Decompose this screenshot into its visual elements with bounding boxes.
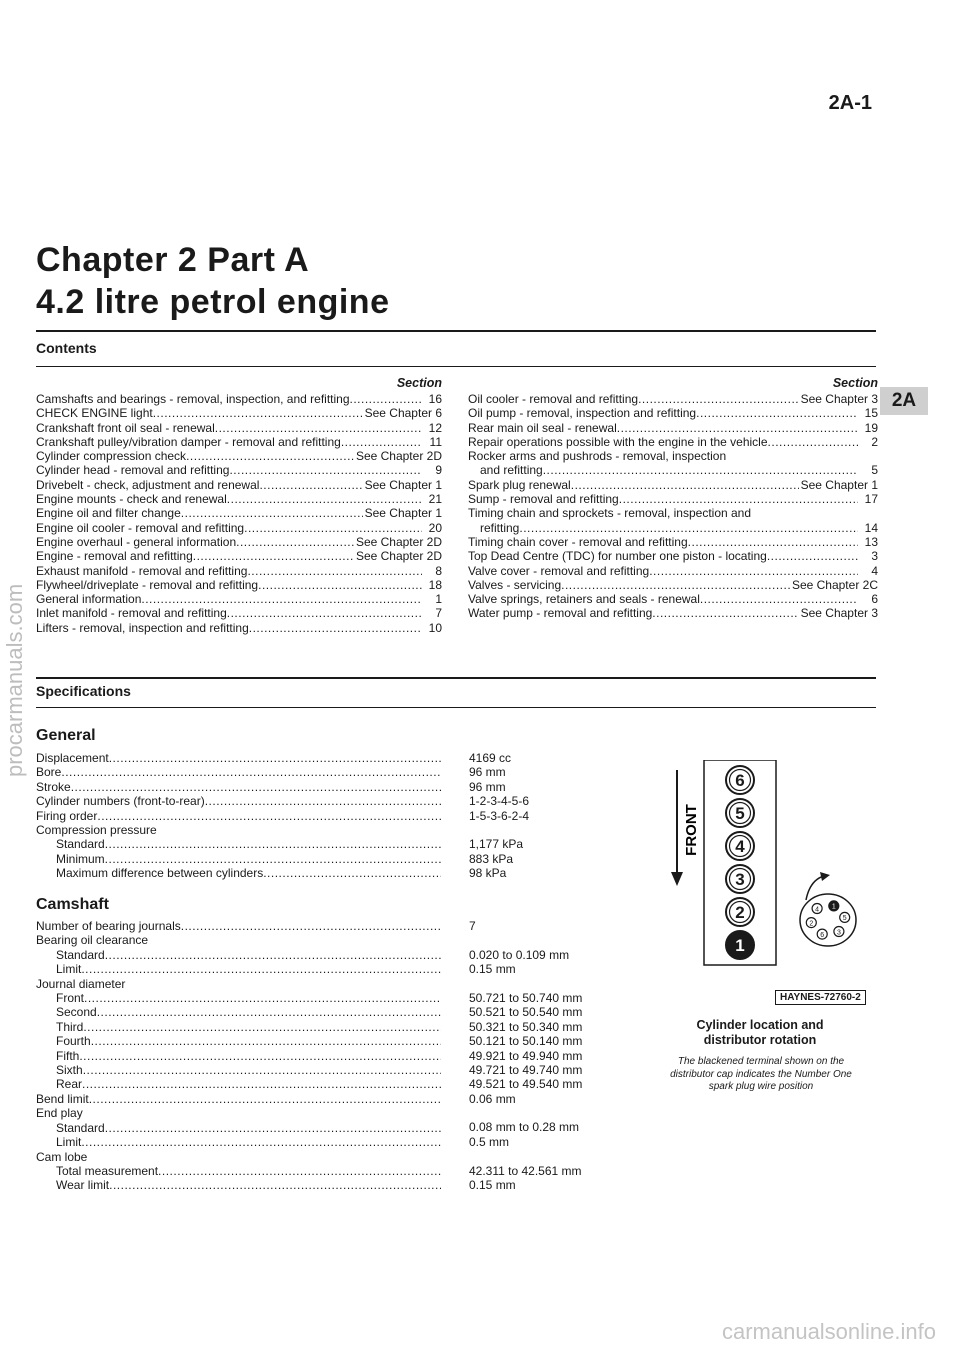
leader-dots	[350, 392, 423, 406]
leader-dots	[181, 506, 363, 520]
cylinder-group	[726, 766, 754, 959]
entry-section-ref: 18	[428, 577, 442, 592]
spec-value	[469, 1149, 582, 1163]
spec-row	[36, 933, 441, 947]
leader-dots	[82, 1077, 441, 1091]
caption-line: distributor rotation	[703, 1033, 817, 1047]
spec-value: 4169 cc	[469, 751, 512, 765]
spec-row	[36, 948, 441, 962]
leader-dots	[768, 435, 858, 449]
spec-value: 49.921 to 49.940 mm	[469, 1048, 583, 1063]
contents-entry	[36, 392, 442, 406]
cylinder-number: 3	[735, 870, 745, 889]
entry-label: Valve springs, retainers and seals - renewal	[468, 592, 700, 607]
spec-value: 883 kPa	[469, 851, 514, 866]
contents-entry	[36, 592, 442, 606]
leader-dots	[71, 780, 441, 794]
spec-value	[469, 977, 582, 991]
spec-label: Rear	[56, 1077, 83, 1092]
entry-label: Valves - servicing	[468, 577, 562, 592]
spec-value	[469, 1106, 582, 1120]
leader-dots	[652, 606, 798, 620]
contents-entry	[468, 564, 878, 578]
contents-entry	[36, 406, 442, 420]
figure-caption-description	[646, 1056, 876, 1094]
spec-row	[36, 919, 441, 933]
spec-label: Minimum	[56, 851, 105, 866]
spec-label: Sixth	[56, 1063, 83, 1078]
contents-entry	[468, 478, 878, 492]
spec-row	[36, 1164, 441, 1178]
leader-dots	[105, 948, 441, 962]
entry-section-ref: 19	[864, 420, 878, 435]
spec-label: Bearing oil clearance	[36, 933, 149, 948]
spec-row	[36, 780, 441, 794]
side-watermark: procarmanuals.com	[2, 583, 27, 777]
entry-label: Repair operations possible with the engine in the vehicle	[468, 434, 768, 449]
contents-rule	[36, 366, 876, 367]
spec-label: Front	[56, 991, 85, 1006]
leader-dots	[141, 592, 422, 606]
leader-dots	[561, 578, 790, 592]
section-column-header: Section	[396, 376, 442, 390]
spec-value: 0.08 mm to 0.28 mm	[469, 1120, 580, 1135]
entry-label: Spark plug renewal	[468, 477, 571, 492]
leader-dots	[617, 421, 858, 435]
contents-entry	[468, 392, 878, 406]
contents-entry	[468, 449, 878, 463]
caption-line: spark plug wire position	[708, 1081, 814, 1092]
leader-dots	[97, 1005, 441, 1019]
entry-section-ref: 8	[435, 563, 442, 578]
entry-section-ref: See Chapter 2D	[355, 449, 442, 464]
leader-dots	[341, 435, 422, 449]
distributor-terminal-number: 6	[820, 931, 825, 939]
spec-value: 0.5 mm	[469, 1134, 510, 1149]
leader-dots	[105, 852, 441, 866]
entry-section-ref: See Chapter 1	[364, 506, 442, 521]
spec-label: Journal diameter	[36, 976, 126, 991]
spec-label: Cylinder numbers (front-to-rear)	[36, 794, 205, 809]
spec-row	[36, 1077, 441, 1091]
contents-entry	[468, 606, 878, 620]
contents-entry	[36, 535, 442, 549]
leader-dots	[227, 606, 422, 620]
distributor-terminal-number: 2	[809, 920, 814, 928]
leader-dots	[105, 1121, 441, 1135]
spec-value: 7	[469, 919, 476, 933]
leader-dots	[83, 1063, 441, 1077]
leader-dots	[181, 919, 441, 933]
spec-value: 49.721 to 49.740 mm	[469, 1062, 583, 1077]
leader-dots	[79, 1049, 441, 1063]
entry-label: Rocker arms and pushrods - removal, inspection	[468, 449, 727, 464]
leader-dots	[186, 449, 354, 463]
specs-top-rule	[36, 677, 876, 679]
spec-label: Firing order	[36, 808, 98, 823]
spec-row	[36, 837, 441, 851]
camshaft-heading: Camshaft	[36, 896, 109, 913]
leader-dots	[109, 1178, 441, 1192]
section-column-header: Section	[832, 376, 878, 390]
entry-label: Oil cooler - removal and refitting	[468, 392, 639, 406]
general-heading: General	[36, 727, 96, 744]
entry-section-ref: 15	[864, 406, 878, 421]
spec-row	[36, 962, 441, 976]
entry-section-ref: 11	[429, 434, 442, 449]
entry-section-ref: 1	[435, 592, 442, 607]
leader-dots	[649, 564, 858, 578]
spec-row	[36, 1020, 441, 1034]
leader-dots	[81, 962, 441, 976]
distributor-terminal-number: 1	[831, 903, 836, 911]
leader-dots	[227, 492, 422, 506]
entry-label: Cylinder head - removal and refitting	[36, 463, 230, 478]
leader-dots	[638, 392, 799, 406]
leader-dots	[519, 521, 858, 535]
entry-label: Sump - removal and refitting	[468, 492, 619, 507]
leader-dots	[236, 535, 354, 549]
rotation-arrow-icon	[820, 872, 830, 881]
cylinder-location-diagram	[660, 760, 880, 1010]
contents-entry	[36, 521, 442, 535]
footer-watermark: carmanualsonline.info	[721, 1319, 936, 1344]
entry-section-ref: 17	[864, 492, 878, 507]
entry-label: Oil pump - removal, inspection and refitting	[468, 406, 697, 421]
entry-section-ref: 2	[871, 434, 878, 449]
contents-entry	[36, 549, 442, 563]
leader-dots	[109, 751, 441, 765]
entry-label: Timing chain cover - removal and refitting	[468, 534, 688, 549]
entry-section-ref: 16	[428, 392, 442, 406]
contents-entry	[468, 592, 878, 606]
entry-label: Top Dead Centre (TDC) for number one piston - locating	[468, 549, 767, 564]
leader-dots	[158, 1164, 441, 1178]
entry-section-ref: See Chapter 1	[364, 477, 442, 492]
entry-label: Water pump - removal and refitting	[468, 606, 653, 621]
entry-label: Engine overhaul - general information	[36, 534, 237, 549]
spec-row	[36, 1178, 441, 1192]
leader-dots	[153, 406, 363, 420]
entry-label: General information	[36, 592, 142, 607]
entry-label: Rear main oil seal - renewal	[468, 420, 617, 435]
spec-label: Bore	[36, 765, 62, 780]
spec-row	[36, 1150, 441, 1164]
entry-label: Engine oil cooler - removal and refitting	[36, 520, 245, 535]
contents-entry	[468, 549, 878, 563]
spec-label: End play	[36, 1106, 83, 1121]
spec-value: 50.321 to 50.340 mm	[469, 1019, 583, 1034]
spec-value: 0.15 mm	[469, 962, 516, 977]
leader-dots	[229, 463, 422, 477]
cylinder-number: 1	[735, 936, 745, 955]
leader-dots	[249, 621, 422, 635]
camshaft-spec-values	[469, 919, 582, 1192]
entry-label: Engine oil and filter change	[36, 506, 181, 521]
leader-dots	[105, 837, 441, 851]
chapter-tab: 2A	[880, 387, 928, 415]
entry-label: refitting	[480, 520, 520, 535]
entry-label: Crankshaft pulley/vibration damper - removal and refitting	[36, 434, 341, 449]
leader-dots	[81, 1135, 441, 1149]
page-number: 2A-1	[828, 92, 872, 114]
spec-value: 0.06 mm	[469, 1091, 516, 1106]
entry-section-ref: 21	[428, 492, 442, 507]
entry-label: Drivebelt - check, adjustment and renewal	[36, 477, 260, 492]
entry-label: Camshafts and bearings - removal, inspection, and refitting	[36, 392, 350, 406]
spec-row	[36, 1005, 441, 1019]
spec-value: 50.521 to 50.540 mm	[469, 1005, 583, 1020]
spec-value: 0.15 mm	[469, 1178, 516, 1193]
leader-dots	[193, 549, 354, 563]
spec-value	[469, 823, 529, 837]
leader-dots	[84, 991, 441, 1005]
entry-section-ref: See Chapter 3	[800, 392, 878, 406]
cylinder-number: 2	[735, 903, 745, 922]
spec-value: 96 mm	[469, 779, 506, 794]
camshaft-spec-labels	[36, 919, 441, 1193]
general-spec-values	[469, 751, 529, 881]
spec-row	[36, 809, 441, 823]
contents-entry	[468, 578, 878, 592]
spec-label: Limit	[56, 1135, 82, 1150]
spec-row	[36, 751, 441, 765]
entry-section-ref: 13	[864, 534, 878, 549]
entry-label: Timing chain and sprockets - removal, inspection and	[468, 506, 752, 521]
entry-section-ref: 12	[428, 420, 442, 435]
contents-right-column	[468, 376, 878, 621]
contents-entry	[36, 463, 442, 477]
distributor-terminal-number: 5	[842, 915, 847, 923]
spec-value: 1,177 kPa	[469, 837, 524, 852]
entry-section-ref: See Chapter 2D	[355, 534, 442, 549]
leader-dots	[543, 463, 858, 477]
cylinder-number: 4	[735, 837, 745, 856]
entry-label: Valve cover - removal and refitting	[468, 563, 650, 578]
spec-row	[36, 977, 441, 991]
entry-section-ref: 20	[428, 520, 442, 535]
contents-entry	[468, 463, 878, 477]
leader-dots	[619, 492, 858, 506]
contents-entry	[468, 421, 878, 435]
figure-code: HAYNES-72760-2	[775, 990, 866, 1005]
distributor-terminal-number: 4	[815, 906, 820, 914]
contents-entry	[468, 435, 878, 449]
cylinder-number: 5	[735, 804, 745, 823]
caption-line: The blackened terminal shown on the	[677, 1056, 845, 1067]
spec-row	[36, 1092, 441, 1106]
spec-value: 96 mm	[469, 765, 506, 780]
spec-row	[36, 866, 441, 880]
spec-label: Standard	[56, 1120, 105, 1135]
leader-dots	[259, 478, 362, 492]
spec-label: Third	[56, 1019, 84, 1034]
leader-dots	[83, 1020, 441, 1034]
leader-dots	[258, 578, 422, 592]
contents-entry	[468, 506, 878, 520]
entry-label: Engine mounts - check and renewal	[36, 492, 227, 507]
contents-entry	[468, 406, 878, 420]
contents-entry	[468, 535, 878, 549]
title-rule	[36, 330, 876, 332]
leader-dots	[97, 809, 441, 823]
leader-dots	[571, 478, 799, 492]
entry-section-ref: 3	[871, 549, 878, 564]
spec-row	[36, 1135, 441, 1149]
contents-entry	[36, 478, 442, 492]
leader-dots	[247, 564, 422, 578]
spec-row	[36, 1049, 441, 1063]
leader-dots	[696, 406, 858, 420]
spec-row	[36, 1106, 441, 1120]
entry-label: Lifters - removal, inspection and refitting	[36, 620, 249, 635]
distributor-terminals	[806, 901, 849, 939]
contents-entry	[36, 449, 442, 463]
cylinder-number: 6	[735, 771, 745, 790]
entry-section-ref: See Chapter 2C	[791, 577, 878, 592]
chapter-title: Chapter 2 Part A	[36, 241, 310, 279]
spec-label: Compression pressure	[36, 823, 157, 838]
leader-dots	[215, 421, 422, 435]
spec-label: Total measurement	[56, 1163, 159, 1178]
spec-row	[36, 1034, 441, 1048]
spec-value	[469, 933, 582, 947]
contents-entry	[36, 606, 442, 620]
contents-entry	[36, 435, 442, 449]
spec-row	[36, 765, 441, 779]
leader-dots	[89, 1092, 441, 1106]
spec-label: Number of bearing journals	[36, 919, 181, 933]
entry-section-ref: See Chapter 2D	[355, 549, 442, 564]
spec-label: Standard	[56, 947, 105, 962]
spec-value: 50.121 to 50.140 mm	[469, 1034, 583, 1049]
spec-row	[36, 794, 441, 808]
leader-dots	[205, 794, 441, 808]
front-label: FRONT	[683, 804, 700, 856]
entry-label: Cylinder compression check	[36, 449, 187, 464]
engine-title: 4.2 litre petrol engine	[36, 283, 390, 321]
spec-value: 42.311 to 42.561 mm	[469, 1163, 582, 1178]
spec-value: 49.521 to 49.540 mm	[469, 1077, 583, 1092]
specifications-heading: Specifications	[36, 683, 131, 699]
entry-label: Flywheel/driveplate - removal and refitting	[36, 577, 259, 592]
entry-section-ref: 9	[435, 463, 442, 478]
spec-row	[36, 823, 441, 837]
entry-label: Engine - removal and refitting	[36, 549, 193, 564]
specs-bottom-rule	[36, 707, 876, 708]
entry-section-ref: See Chapter 1	[800, 477, 878, 492]
leader-dots	[244, 521, 422, 535]
contents-entry	[468, 492, 878, 506]
entry-label: Inlet manifold - removal and refitting	[36, 606, 227, 621]
spec-value: 50.721 to 50.740 mm	[469, 990, 583, 1005]
caption-line: Cylinder location and	[696, 1018, 824, 1032]
spec-value: 98 kPa	[469, 866, 507, 881]
spec-row	[36, 991, 441, 1005]
spec-row	[36, 1063, 441, 1077]
spec-label: Fifth	[56, 1048, 80, 1063]
figure-caption-title	[654, 1018, 866, 1048]
entry-section-ref: 7	[435, 606, 442, 621]
spec-row	[36, 852, 441, 866]
entry-section-ref: 6	[871, 592, 878, 607]
contents-entry	[36, 578, 442, 592]
leader-dots	[91, 1034, 441, 1048]
leader-dots	[700, 592, 858, 606]
front-arrow-icon	[671, 872, 683, 886]
caption-line: distributor cap indicates the Number One	[670, 1068, 852, 1080]
contents-entry	[36, 421, 442, 435]
spec-label: Maximum difference between cylinders	[56, 866, 264, 881]
spec-value: 1-2-3-4-5-6	[469, 794, 530, 809]
entry-section-ref: 5	[871, 463, 878, 478]
spec-label: Stroke	[36, 779, 71, 794]
entry-label: Crankshaft front oil seal - renewal	[36, 420, 215, 435]
contents-entry	[36, 621, 442, 635]
spec-value: 0.020 to 0.109 mm	[469, 947, 570, 962]
general-spec-labels	[36, 751, 441, 881]
spec-label: Fourth	[56, 1034, 91, 1049]
leader-dots	[767, 549, 858, 563]
entry-section-ref: 14	[864, 520, 878, 535]
distributor-terminal-number: 3	[836, 929, 841, 937]
contents-heading: Contents	[36, 340, 97, 356]
spec-label: Limit	[56, 962, 82, 977]
spec-row	[36, 1121, 441, 1135]
entry-label: CHECK ENGINE light	[36, 406, 153, 421]
entry-section-ref: 4	[871, 563, 878, 578]
contents-entry	[36, 492, 442, 506]
spec-label: Standard	[56, 837, 105, 852]
spec-label: Displacement	[36, 751, 109, 765]
entry-label: Exhaust manifold - removal and refitting	[36, 563, 248, 578]
spec-label: Cam lobe	[36, 1149, 88, 1164]
leader-dots	[688, 535, 858, 549]
entry-section-ref: See Chapter 3	[800, 606, 878, 621]
contents-entry	[36, 506, 442, 520]
leader-dots	[61, 765, 441, 779]
spec-value: 1-5-3-6-2-4	[469, 808, 530, 823]
entry-section-ref: 10	[428, 620, 442, 635]
spec-label: Second	[56, 1005, 97, 1020]
entry-label: and refitting	[480, 463, 543, 478]
entry-section-ref: See Chapter 6	[364, 406, 442, 421]
contents-left-column	[36, 376, 442, 635]
spec-label: Wear limit	[56, 1178, 110, 1193]
contents-entry	[468, 521, 878, 535]
leader-dots	[263, 866, 441, 880]
spec-label: Bend limit	[36, 1091, 89, 1106]
contents-entry	[36, 564, 442, 578]
